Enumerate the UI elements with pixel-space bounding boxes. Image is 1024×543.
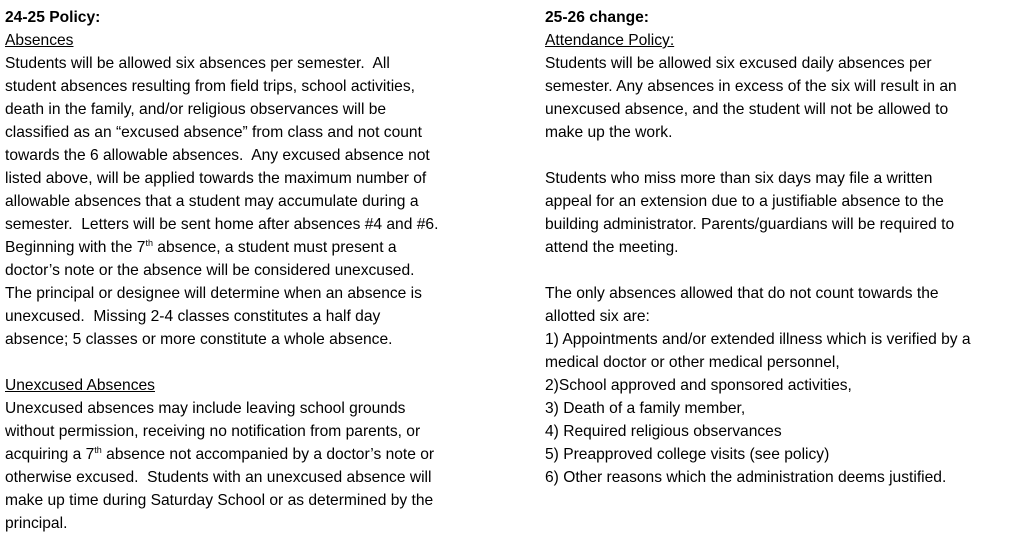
text-line: death in the family, and/or religious observances will be [5, 101, 387, 118]
text-line: attend the meeting. [545, 239, 679, 256]
text-line: building administrator. Parents/guardians will be required to [545, 216, 955, 233]
text-line: The only absences allowed that do not count towards the [545, 285, 939, 302]
policy-2425-column [5, 6, 505, 535]
text-line: 3) Death of a family member, [545, 400, 746, 417]
text-line: without permission, receiving no notification from parents, or [5, 423, 421, 440]
ordinal-superscript: th [94, 444, 102, 455]
text-line: Students who miss more than six days may file a written [545, 170, 933, 187]
text-line: unexcused. Missing 2-4 classes constitutes a half day [5, 308, 381, 325]
text-line: 1) Appointments and/or extended illness which is verified by a [545, 331, 971, 348]
text-line: 2)School approved and sponsored activities, [545, 377, 852, 394]
text-line: doctor’s note or the absence will be considered unexcused. [5, 262, 415, 279]
text-line: principal. [5, 515, 68, 532]
change-2526-column [545, 6, 1023, 489]
text-line: The principal or designee will determine when an absence is [5, 285, 422, 302]
attendance-policy-title: Attendance Policy: [545, 32, 675, 49]
text-line: allotted six are: [545, 308, 650, 325]
text-line: otherwise excused. Students with an unexcused absence will [5, 469, 432, 486]
text-line: student absences resulting from field trips, school activities, [5, 78, 415, 95]
allowed-absences-list [545, 282, 1023, 489]
text-line: Unexcused absences may include leaving school grounds [5, 400, 406, 417]
text-line: appeal for an extension due to a justifiable absence to the [545, 193, 944, 210]
text-line: classified as an “excused absence” from class and not count [5, 124, 422, 141]
text-line: towards the 6 allowable absences. Any excused absence not [5, 147, 430, 164]
text-line: Students will be allowed six excused daily absences per [545, 55, 932, 72]
attendance-paragraph-2 [545, 167, 1023, 259]
text-line: semester. Letters will be sent home after absences #4 and #6. [5, 216, 439, 233]
text-line: listed above, will be applied towards the maximum number of [5, 170, 427, 187]
text-line: Beginning with the 7th absence, a student must present a [5, 237, 397, 256]
text-line: acquiring a 7th absence not accompanied by a doctor’s note or [5, 444, 435, 463]
text-line: 5) Preapproved college visits (see policy) [545, 446, 830, 463]
policy-2425-heading: 24-25 Policy: [5, 9, 101, 26]
text-line: 6) Other reasons which the administration deems justified. [545, 469, 947, 486]
text-line: semester. Any absences in excess of the six will result in an [545, 78, 957, 95]
text-line: make up time during Saturday School or as determined by the [5, 492, 434, 509]
unexcused-absences-title: Unexcused Absences [5, 377, 155, 394]
absences-title: Absences [5, 32, 74, 49]
text-line: absence; 5 classes or more constitute a whole absence. [5, 331, 393, 348]
change-2526-heading: 25-26 change: [545, 9, 650, 26]
text-line: make up the work. [545, 124, 673, 141]
text-line: 4) Required religious observances [545, 423, 782, 440]
text-line: medical doctor or other medical personnel, [545, 354, 840, 371]
ordinal-superscript: th [145, 237, 153, 248]
unexcused-absences-body [5, 397, 505, 535]
text-line: unexcused absence, and the student will not be allowed to [545, 101, 949, 118]
text-line: allowable absences that a student may accumulate during a [5, 193, 419, 210]
text-line: Students will be allowed six absences per semester. All [5, 55, 390, 72]
attendance-paragraph-1 [545, 52, 1023, 144]
absences-body [5, 52, 505, 351]
